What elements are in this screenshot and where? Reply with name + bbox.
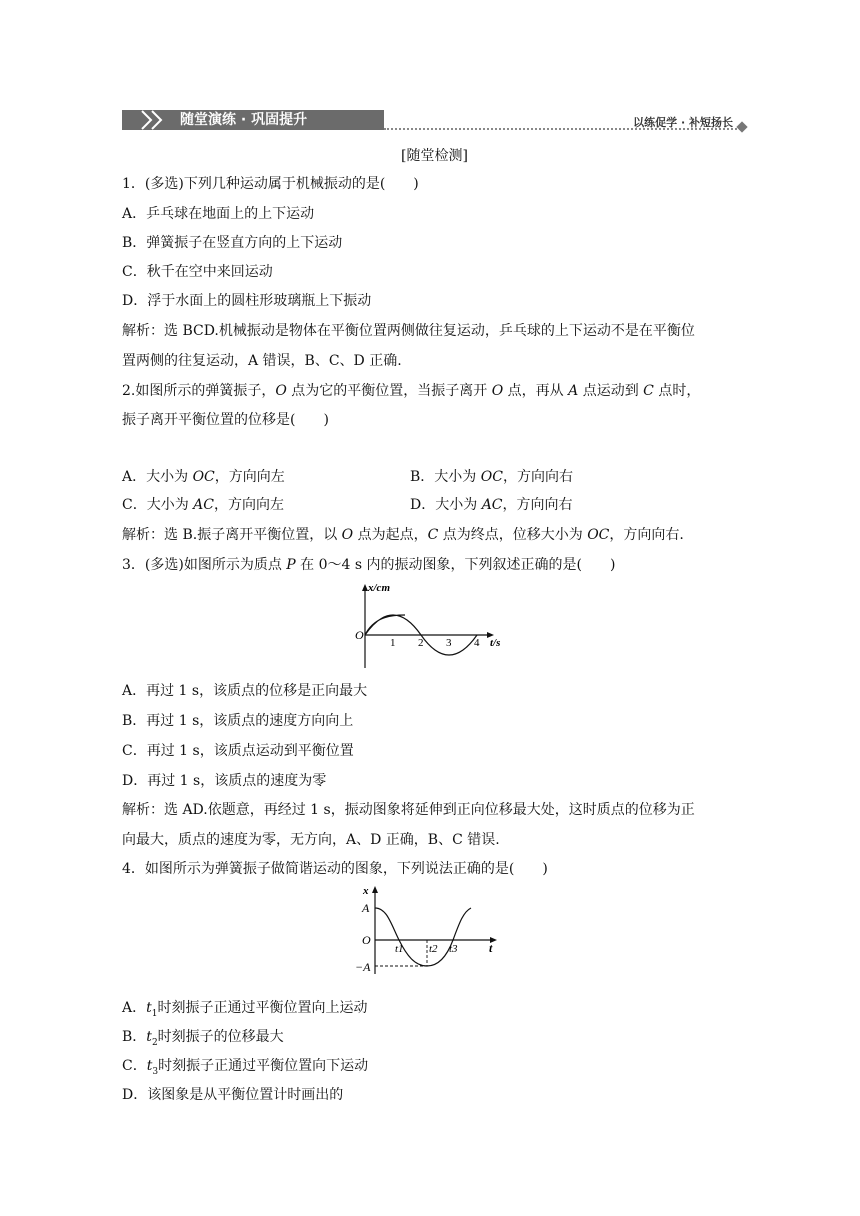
q1-option-d: D．浮于水面上的圆柱形玻璃瓶上下振动 <box>122 293 372 309</box>
q2-option-a: A．大小为 OC，方向向左 <box>122 469 285 485</box>
q4-vibration-graph <box>345 882 510 982</box>
q2-option-c: C．大小为 AC，方向向左 <box>122 497 284 513</box>
q3-tick-1: 1 <box>390 637 396 649</box>
q3-origin: O <box>355 628 364 642</box>
q1-analysis-line1: 解析：选 BCD.机械振动是物体在平衡位置两侧做往复运动，乒乓球的上下运动不是在平衡位 <box>122 323 695 339</box>
banner-title: 随堂演练 · 巩固提升 <box>180 112 308 128</box>
q3-y-label: x/cm <box>368 582 390 594</box>
q4-origin: O <box>362 933 371 947</box>
q1-option-a: A．乒乓球在地面上的上下运动 <box>122 206 315 222</box>
q2-option-d: D．大小为 AC，方向向右 <box>410 497 573 513</box>
q2-option-b: B．大小为 OC，方向向右 <box>410 469 573 485</box>
q4-y-label: x <box>363 885 369 897</box>
q3-tick-4: 4 <box>474 637 480 649</box>
q3-option-a: A．再过 1 s，该质点的位移是正向最大 <box>122 683 368 699</box>
q4-x-label: t <box>489 941 493 955</box>
q4-neg-amplitude-label: −A <box>355 960 371 974</box>
q4-option-b: B．$t_2$时刻振子的位移最大 <box>122 1029 284 1048</box>
q3-option-b: B．再过 1 s，该质点的速度方向向上 <box>122 713 354 729</box>
q3-stem: 3．(多选)如图所示为质点 P 在 0～4 s 内的振动图象，下列叙述正确的是( ) <box>122 557 616 573</box>
q1-stem: 1．(多选)下列几种运动属于机械振动的是( ) <box>122 176 419 192</box>
q4-stem: 4．如图所示为弹簧振子做简谐运动的图象，下列说法正确的是( ) <box>122 861 548 877</box>
diamond-icon <box>736 121 747 132</box>
double-chevron-icon <box>140 110 176 130</box>
q2-stem-line2: 振子离开平衡位置的位移是( ) <box>122 412 329 428</box>
section-banner <box>122 108 747 130</box>
q3-tick-3: 3 <box>446 637 452 649</box>
q1-option-b: B．弹簧振子在竖直方向的上下运动 <box>122 235 343 251</box>
q2-stem-line1: 2.如图所示的弹簧振子，O 点为它的平衡位置，当振子离开 O 点，再从 A 点运动到 C 点时， <box>122 383 701 399</box>
q4-y-arrow-icon <box>372 886 378 893</box>
q1-option-c: C．秋千在空中来回运动 <box>122 264 273 280</box>
q4-option-c: C．$t_3$时刻振子正通过平衡位置向下运动 <box>122 1058 369 1077</box>
q3-analysis-line2: 向最大，质点的速度为零，无方向，A、D 正确，B、C 错误. <box>122 832 500 848</box>
q4-option-a: A．$t_1$时刻振子正通过平衡位置向上运动 <box>122 1000 368 1019</box>
q3-tick-2: 2 <box>418 637 424 649</box>
section-title: [随堂检测] <box>401 148 468 164</box>
q3-vibration-graph <box>350 580 510 675</box>
q4-option-d: D．该图象是从平衡位置计时画出的 <box>122 1087 344 1103</box>
banner-slogan: 以练促学 · 补短扬长 <box>633 116 733 129</box>
q4-cosine-curve <box>375 908 471 966</box>
q3-analysis-line1: 解析：选 AD.依题意，再经过 1 s，振动图象将延伸到正向位移最大处，这时质点的位移为正 <box>122 802 695 818</box>
q1-analysis-line2: 置两侧的往复运动，A 错误，B、C、D 正确. <box>122 353 402 369</box>
q3-option-c: C．再过 1 s，该质点运动到平衡位置 <box>122 743 354 759</box>
q2-analysis: 解析：选 B.振子离开平衡位置，以 O 点为起点，C 点为终点，位移大小为 OC，方向向右. <box>122 527 684 543</box>
q4-t2-label: t2 <box>429 943 438 955</box>
q4-t3-label: t3 <box>449 943 458 955</box>
q4-t1-label: t1 <box>395 943 404 955</box>
q3-option-d: D．再过 1 s，该质点的速度为零 <box>122 773 327 789</box>
q3-x-label: t/s <box>490 637 501 649</box>
q4-amplitude-label: A <box>362 901 370 915</box>
